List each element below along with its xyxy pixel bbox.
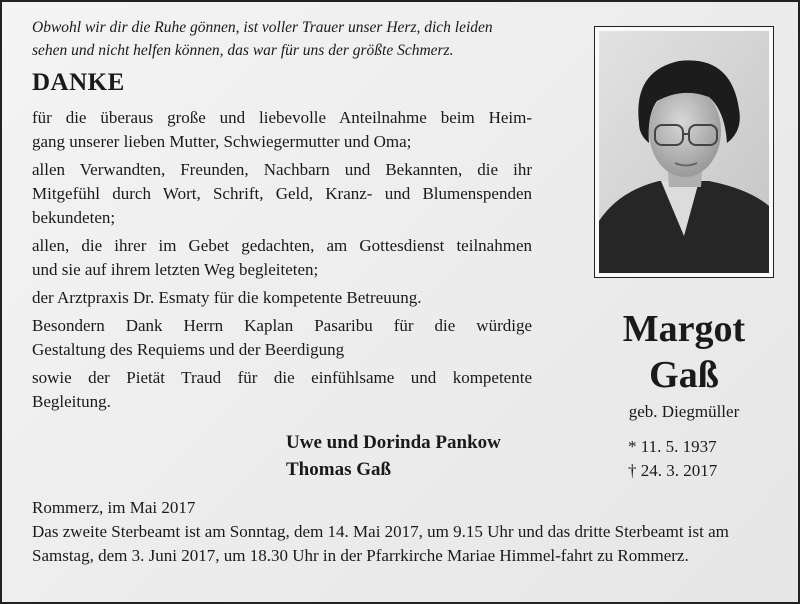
thanks-line: allen Verwandten, Freunden, Nachbarn und Bekannten, die ihr	[32, 160, 532, 179]
death-date: † 24. 3. 2017	[628, 461, 718, 480]
thanks-line: Mitgefühl durch Wort, Schrift, Geld, Kranz- und Blumenspenden	[32, 184, 532, 203]
thanks-paragraph	[32, 158, 532, 230]
motto-line: sehen und nicht helfen können, das war für uns der größte Schmerz.	[32, 42, 454, 59]
thanks-line: der Arztpraxis Dr. Esmaty für die kompetente Betreuung.	[32, 288, 422, 307]
thanks-line: und sie auf ihrem letzten Weg begleiteten;	[32, 260, 319, 279]
motto-line: Obwohl wir dir die Ruhe gönnen, ist voller Trauer unser Herz, dich leiden	[32, 19, 493, 36]
thanks-line: für die überaus große und liebevolle Anteilnahme beim Heim-	[32, 108, 532, 127]
life-dates	[628, 435, 717, 483]
portrait-frame	[594, 26, 774, 278]
thanks-line: Besondern Dank Herrn Kaplan Pasaribu für die würdige	[32, 316, 532, 335]
signer-name: Thomas Gaß	[286, 459, 392, 480]
thanks-paragraph	[32, 106, 532, 154]
birth-date: * 11. 5. 1937	[628, 437, 717, 456]
motto-verse	[32, 16, 572, 62]
signers	[286, 429, 501, 483]
thanks-text	[32, 106, 532, 418]
thanks-paragraph	[32, 234, 532, 282]
thanks-paragraph	[32, 286, 532, 310]
thanks-line: bekundeten;	[32, 208, 116, 227]
thanks-line: sowie der Pietät Traud für die einfühlsame und kompetente	[32, 368, 532, 387]
last-name: Gaß	[649, 354, 719, 396]
memorial-mass-notice: Das zweite Sterbeamt ist am Sonntag, dem 14. Mai 2017, um 9.15 Uhr und das dritte Sterbeamt ist am Samstag, dem 3. Juni 2017, um 18.30 Uhr in der Pfarrkirche Mariae Himmel-fahrt zu Rommerz.	[32, 522, 729, 565]
thanks-heading: DANKE	[32, 69, 125, 96]
thanks-line: gang unserer lieben Mutter, Schwiegermutter und Oma;	[32, 132, 412, 151]
signer-name: Uwe und Dorinda Pankow	[286, 432, 501, 453]
place-date: Rommerz, im Mai 2017	[32, 498, 196, 517]
thanks-paragraph	[32, 314, 532, 362]
deceased-name	[584, 306, 784, 398]
first-name: Margot	[622, 308, 746, 350]
thanks-paragraph	[32, 366, 532, 414]
thanks-line: allen, die ihrer im Gebet gedachten, am Gottesdienst teilnahmen	[32, 236, 532, 255]
portrait-photo	[599, 31, 769, 273]
birth-name: geb. Diegmüller	[628, 402, 740, 421]
thanks-line: Begleitung.	[32, 392, 111, 411]
portrait-image	[599, 31, 769, 273]
thanks-line: Gestaltung des Requiems und der Beerdigung	[32, 340, 345, 359]
